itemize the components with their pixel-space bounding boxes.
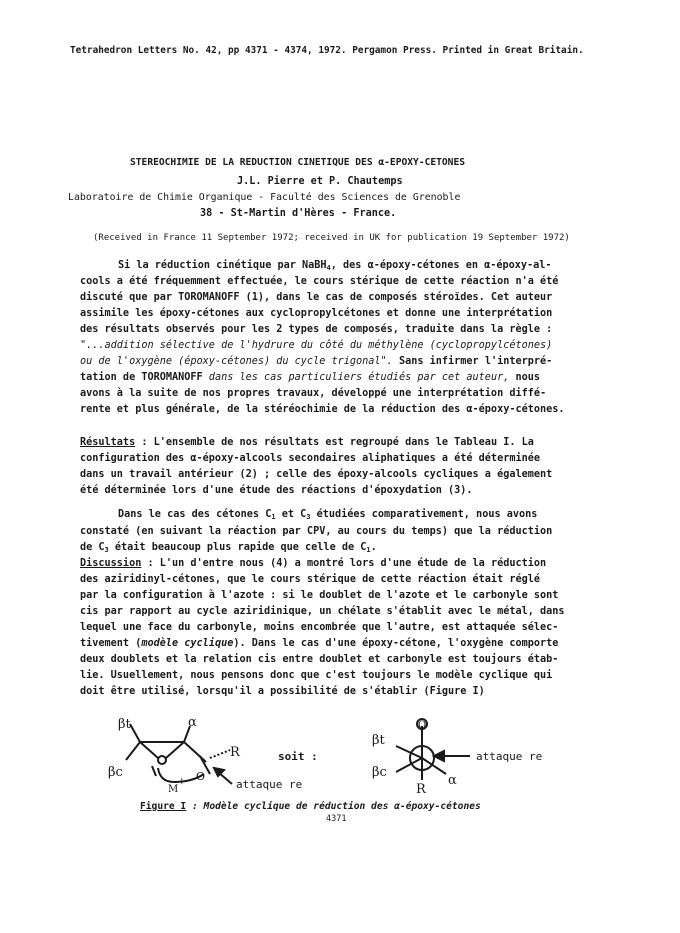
discussion-line: deux doublets et la relation cis entre doublet et carbonyle est toujours étab- [80,654,559,665]
page-number: 4371 [326,814,347,824]
label-r: R [230,745,240,760]
label-alpha: α [188,716,197,730]
results-heading: Résultats [80,437,136,448]
results-line: Résultats : L'ensemble de nos résultats est regroupé dans le Tableau I. La [80,437,534,448]
intro-line: assimile les époxy-cétones aux cyclopropylcétones et donne une interprétation [80,308,553,319]
intro-line: ou de l'oxygène (époxy-cétones) du cycle trigonal". Sans infirmer l'interpré- [80,356,553,367]
discussion-line: par la configuration à l'azote : si le doublet de l'azote et le carbonyle sont [80,590,559,601]
label-plus: + [178,777,186,787]
bond-bt [130,724,140,742]
bond-bt-right [396,746,422,758]
results-line: dans un travail antérieur (2) ; celle des époxy-alcools cycliques a également [80,469,553,480]
discussion-line: lie. Usuellement, nous pensons donc que c'est toujours le modèle cyclique qui [80,670,553,681]
label-alpha-right: α [448,773,457,788]
right-labels [372,720,542,797]
results-line: Dans le cas des cétones $C_1$ et $C_3$ étudiées comparativement, nous avons [118,509,538,521]
authors: J.L. Pierre et P. Chautemps [237,176,403,187]
paper-title: STEREOCHIMIE DE LA REDUCTION CINETIQUE DES α-EPOXY-CETONES [130,157,466,168]
label-carbonyl-oxygen: O [196,770,206,783]
received-dates: (Received in France 11 September 1972; received in UK for publication 19 September 1972) [93,233,570,243]
bond-r [210,750,230,758]
discussion-line: tivement (modèle cyclique). Dans le cas d'une époxy-cétone, l'oxygène comporte [80,638,559,649]
ring-bond [140,742,158,758]
intro-line: cools a été fréquemment effectuée, le cours stérique de cette réaction n'a été [80,276,559,287]
attack-arrowhead-right [434,751,444,761]
intro-line: rente et plus générale, de la stéréochimie de la réduction des α-époxy-cétones. [80,404,565,415]
label-bc: βc [108,765,123,780]
figure-caption-label: Figure I [140,801,187,812]
affiliation-line-1: Laboratoire de Chimie Organique - Faculté des Sciences de Grenoble [68,192,461,203]
intro-line: Si la réduction cinétique par NaBH$_4$, des α-époxy-cétones en α-époxy-al- [118,260,552,272]
label-bt-right: βt [372,733,385,748]
ring-bond [166,742,184,758]
discussion-line: doit être utilisé, lorsqu'il a possibilité de s'établir (Figure I) [80,686,485,697]
results-line: configuration des α-époxy-alcools secondaires aliphatiques a été déterminée [80,453,541,464]
intro-line: discuté que par TOROMANOFF (1), dans le cas de composés stéroïdes. Cet auteur [80,292,553,303]
intro-line: "...addition sélective de l'hydrure du côté du méthylène (cyclopropylcétones) [80,340,553,351]
figure-1-diagram [100,716,580,798]
cyclic-model-right [396,719,470,780]
bond-bc [126,742,140,760]
results-line: de $C_3$ était beaucoup plus rapide que celle de $C_1$. [80,542,377,554]
epoxide-oxygen [158,756,166,764]
label-attack-left: attaque re [236,778,303,791]
label-bt: βt [118,717,131,732]
discussion-line: des aziridinyl-cétones, que le cours stérique de cette réaction était réglé [80,574,541,585]
label-r-right: R [416,782,426,797]
figure-1 [100,716,580,802]
label-bc-right: βc [372,765,387,780]
results-line: été déterminée lors d'une étude des réactions d'époxydation (3). [80,485,473,496]
intro-line: des résultats observés pour les 2 types de composés, traduite dans la règle : [80,324,553,335]
figure-caption: Figure I : Modèle cyclique de réduction des α-époxy-cétones [140,801,481,812]
discussion-line: Discussion : L'un d'entre nous (4) a montré lors d'une étude de la réduction [80,558,547,569]
label-metal: M [168,784,179,795]
soit-label: soit : [278,750,318,763]
left-labels [108,716,302,795]
intro-line: tation de TOROMANOFF dans les cas particuliers étudiés par cet auteur, nous [80,372,541,383]
intro-line: avons à la suite de nos propres travaux, développé une interprétation diffé- [80,388,547,399]
journal-header: Tetrahedron Letters No. 42, pp 4371 - 4374, 1972. Pergamon Press. Printed in Great Britain. [70,45,584,56]
discussion-heading: Discussion [80,558,142,569]
lone-pair [152,766,156,776]
results-line: constaté (en suivant la réaction par CPV, au cours du temps) que la réduction [80,526,553,537]
label-attack-right: attaque re [476,750,543,763]
affiliation-line-2: 38 - St-Martin d'Hères - France. [200,208,397,219]
label-oxygen-right: O [418,720,427,731]
cyclic-model-left [126,724,232,784]
discussion-line: lequel une face du carbonyle, moins encombrée que l'autre, est attaquée sélec- [80,622,559,633]
discussion-line: cis par rapport au cycle aziridinique, un chélate s'établit avec le métal, dans [80,606,565,617]
